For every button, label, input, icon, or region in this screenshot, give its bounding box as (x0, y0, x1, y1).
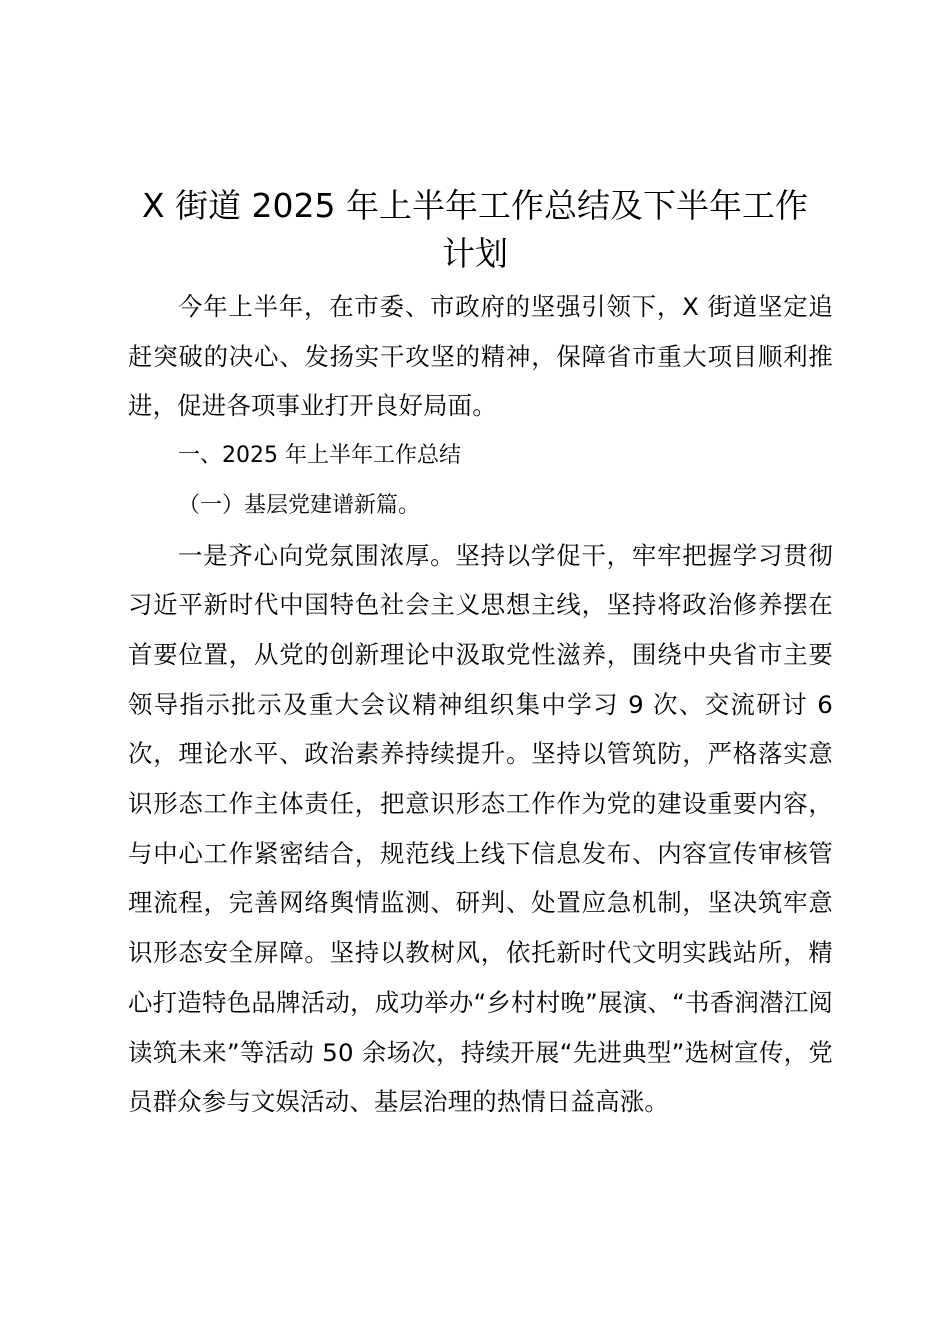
subsection-heading: （一）基层党建谱新篇。 (178, 492, 421, 518)
document-title-line-1: X 街道 2025 年上半年工作总结及下半年工作 (141, 186, 809, 225)
document-body (128, 282, 833, 1127)
document-title-line-2: 计划 (442, 234, 508, 273)
section-heading: 一、2025 年上半年工作总结 (178, 443, 461, 469)
intro-paragraph: 今年上半年，在市委、市政府的坚强引领下，X 街道坚定追赶突破的决心、发扬实干攻坚的精神，保障省市重大项目顺利推进，促进各项事业打开良好局面。 (128, 292, 833, 421)
body-paragraph: 一是齐心向党氛围浓厚。坚持以学促干，牢牢把握学习贯彻习近平新时代中国特色社会主义思想主线，坚持将政治修养摆在首要位置，从党的创新理论中汲取党性滋养，围绕中央省市主要领导指示批示及重大会议精神组织集中学习 9 次、交流研讨 6 次，理论水平、政治素养持续提升。坚持以管筑防，严格落实意识形态工作主体责任，把意识形态工作作为党的建设重要内容，与中心工作紧密结合，规范线上线下信息发布、内容宣传审核管理流程，完善网络舆情监测、研判、处置应急机制，坚决筑牢意识形态安全屏障。坚持以教树风，依托新时代文明实践站所，精心打造特色品牌活动，成功举办“乡村村晚”展演、“书香润潜江阅读筑未来”等活动 50 余场次，持续开展“先进典型”选树宣传，党员群众参与文娱活动、基层治理的热情日益高涨。 (128, 540, 833, 1117)
